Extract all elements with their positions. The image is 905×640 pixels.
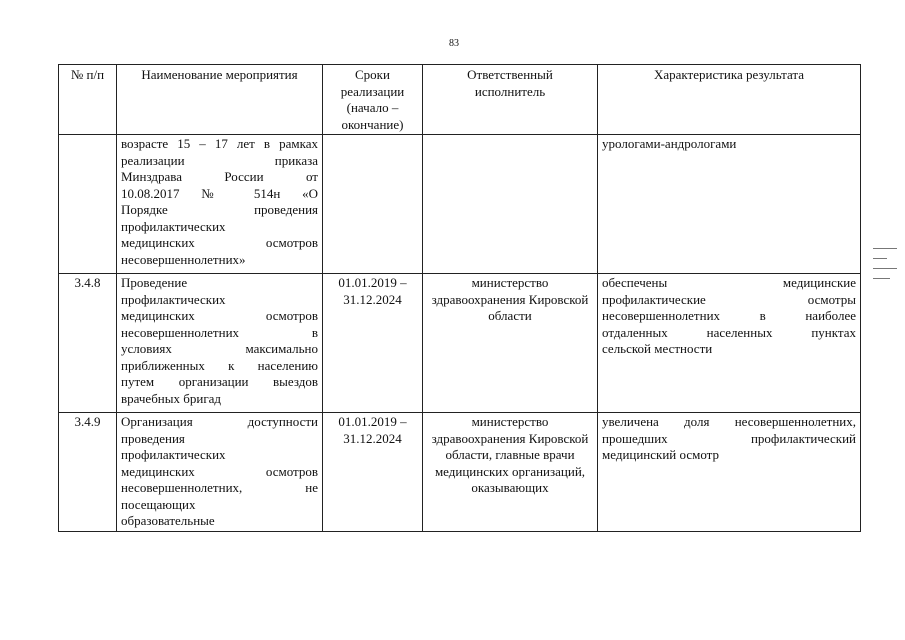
- result-description: [598, 135, 861, 274]
- activity-name-line: несовершеннолетних в: [121, 324, 318, 340]
- activity-name-line: врачебных бригад: [121, 390, 222, 406]
- table-row: [59, 135, 861, 274]
- activity-name-line: профилактических: [121, 218, 226, 234]
- activity-name-line: 10.08.2017 № 514н «О: [121, 185, 318, 201]
- activity-name-line: Порядке проведения: [121, 202, 318, 217]
- activity-name-line: проведения: [121, 430, 185, 446]
- page-number: 83: [449, 38, 459, 49]
- table-header-row: [59, 65, 861, 135]
- result-line: несовершеннолетних в наиболее: [602, 308, 856, 323]
- activity-name-line: медицинских осмотров: [121, 463, 318, 479]
- activity-name-line: возрасте 15 – 17 лет в рамках: [121, 136, 318, 151]
- activities-table: [58, 64, 861, 532]
- activity-name: [117, 135, 323, 274]
- header-responsible: [423, 65, 598, 135]
- table-row: [59, 413, 861, 532]
- activity-name: [117, 274, 323, 413]
- activity-name-line: несовершеннолетних»: [121, 251, 246, 267]
- activity-name-line: профилактических: [121, 291, 226, 307]
- row-number: [59, 135, 117, 274]
- scan-mark: [873, 278, 890, 279]
- implementation-terms: 01.01.2019 – 31.12.2024: [323, 413, 423, 532]
- scan-mark: [873, 258, 887, 259]
- header-result: Характеристика результата: [598, 65, 861, 135]
- scan-mark: [873, 268, 897, 269]
- responsible-executor: [423, 135, 598, 274]
- result-line: профилактические осмотры: [602, 291, 856, 307]
- implementation-terms: 01.01.2019 – 31.12.2024: [323, 274, 423, 413]
- activity-name-line: посещающих: [121, 496, 196, 512]
- scan-mark: [873, 248, 897, 249]
- activity-name: [117, 413, 323, 532]
- result-line: отдаленных населенных пунктах: [602, 324, 856, 340]
- activity-name-line: медицинских осмотров: [121, 235, 318, 250]
- header-activity-name: Наименование мероприятия: [117, 65, 323, 135]
- activity-name-line: приближенных к населению: [121, 357, 318, 373]
- result-line: сельской местности: [602, 341, 713, 356]
- result-description: [598, 274, 861, 413]
- header-responsible-text: Ответственный исполнитель: [467, 67, 553, 99]
- responsible-executor: министерство здравоохранения Кировской области, главные врачи медицинских организаций, оказывающих: [423, 413, 598, 532]
- activity-name-line: образовательные: [121, 513, 215, 528]
- result-line: обеспечены медицинские: [602, 275, 856, 290]
- responsible-executor: министерство здравоохранения Кировской области: [423, 274, 598, 413]
- implementation-terms: [323, 135, 423, 274]
- activity-name-line: реализации приказа: [121, 152, 318, 168]
- header-number: № п/п: [59, 65, 117, 135]
- table-row: [59, 274, 861, 413]
- activity-name-line: Организация доступности: [121, 414, 318, 429]
- activity-name-line: профилактических: [121, 447, 226, 462]
- activity-name-line: несовершеннолетних, не: [121, 480, 318, 495]
- margin-scan-marks: [873, 248, 897, 388]
- result-description: [598, 413, 861, 532]
- activity-name-line: условиях максимально: [121, 341, 318, 356]
- row-number: 3.4.9: [59, 413, 117, 532]
- activity-name-line: Проведение: [121, 275, 188, 290]
- activity-name-line: Минздрава России от: [121, 169, 318, 184]
- header-terms: [323, 65, 423, 135]
- result-line: увеличена доля несовершеннолетних,: [602, 414, 856, 429]
- result-line: медицинский осмотр: [602, 447, 720, 462]
- header-terms-text: Сроки реализации (начало – окончание): [340, 67, 405, 132]
- result-line: урологами-андрологами: [602, 136, 737, 151]
- result-line: прошедших профилактический: [602, 430, 856, 446]
- row-number: 3.4.8: [59, 274, 117, 413]
- activity-name-line: медицинских осмотров: [121, 308, 318, 323]
- activity-name-line: путем организации выездов: [121, 374, 318, 389]
